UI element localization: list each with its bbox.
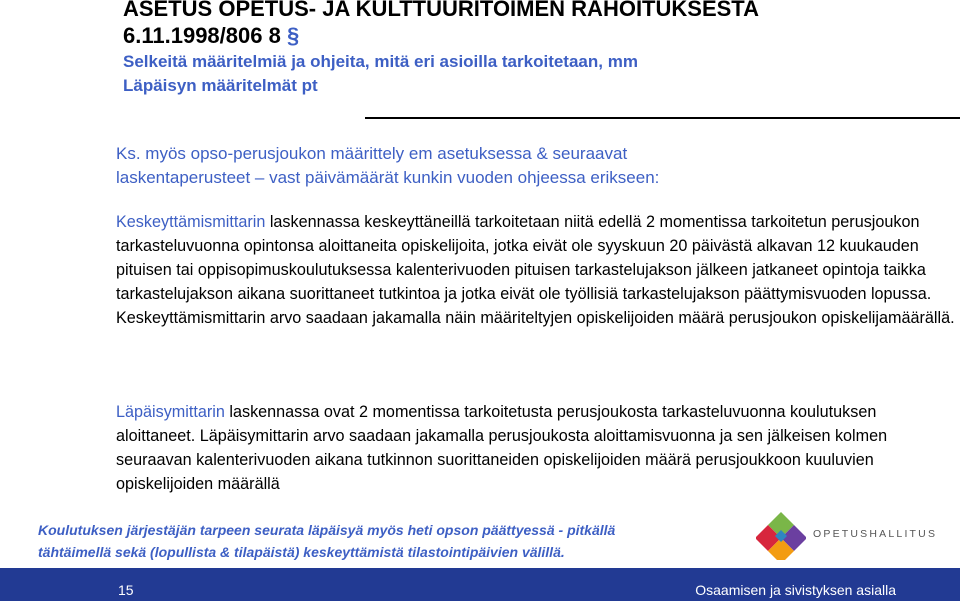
lapaisymittari-paragraph	[116, 400, 956, 496]
title-divider	[365, 117, 960, 119]
page-number: 15	[118, 582, 134, 598]
slide-title: ASETUS OPETUS- JA KULTTUURITOIMEN RAHOITUKSESTA	[123, 0, 759, 21]
footer-slogan: Osaamisen ja sivistyksen asialla	[695, 582, 896, 598]
lapaisymittari-term: Läpäisymittarin	[116, 403, 225, 421]
slide-header	[123, 0, 923, 98]
footer-note-line-2: tähtäimellä sekä (lopullista & tilapäistä) keskeyttämistä tilastointipäivien välillä.	[38, 544, 565, 560]
keskeyttamismittari-term: Keskeyttämismittarin	[116, 213, 266, 231]
intro-line-1: Ks. myös opso-perusjoukon määrittely em asetuksessa & seuraavat	[116, 144, 628, 163]
footer-note-line-1: Koulutuksen järjestäjän tarpeen seurata läpäisyä myös heti opson päättyessä - pitkällä	[38, 522, 616, 538]
opetushallitus-logo-icon	[756, 510, 806, 560]
keskeyttamismittari-text: laskennassa keskeyttäneillä tarkoitetaan niitä edellä 2 momentissa tarkoitetun perusjoukon tarkasteluvuonna opintonsa aloittaneita opiskelijoita, jotka eivät ole syyskuun 20 päivästä alkavan 12 kuukauden pituisen tai oppisopimuskoulutuksessa kalenterivuoden pituisen tarkastelujakson jälkeen jatkaneet opintoja taikka tarkastelujakson aikana suorittaneet tutkintoa ja jotka eivät ole työllisiä tarkastelujakson päättymisvuoden lopussa. Keskeyttämismittarin arvo saadaan jakamalla näin määriteltyjen opiskelijoiden määrä perusjoukon opiskelijamäärällä.	[116, 213, 955, 328]
subtitle-line-2: Läpäisyn määritelmät pt	[123, 76, 318, 95]
slide-title-reference	[123, 22, 923, 50]
statute-reference: 6.11.1998/806 8	[123, 23, 281, 48]
lapaisymittari-text: laskennassa ovat 2 momentissa tarkoitetusta perusjoukosta tarkasteluvuonna koulutuksen aloittaneet. Läpäisymittarin arvo saadaan jakamalla perusjoukosta aloittamisvuonna ja sen jälkeisen kolmen seuraavan kalenterivuoden aikana tutkinnon suorittaneiden opiskelijoiden määrä perusjoukkoon kuuluvien opiskelijoiden määrällä	[116, 403, 888, 494]
footer-note	[38, 519, 758, 563]
intro-line-2: laskentaperusteet – vast päivämäärät kunkin vuoden ohjeessa erikseen:	[116, 168, 660, 187]
logo-wordmark: OPETUSHALLITUS	[813, 528, 938, 540]
keskeyttamismittari-paragraph	[116, 210, 956, 330]
section-sign: §	[286, 23, 300, 48]
subtitle-line-1: Selkeitä määritelmiä ja ohjeita, mitä eri asioilla tarkoitetaan, mm	[123, 52, 638, 71]
intro-paragraph	[116, 142, 956, 190]
